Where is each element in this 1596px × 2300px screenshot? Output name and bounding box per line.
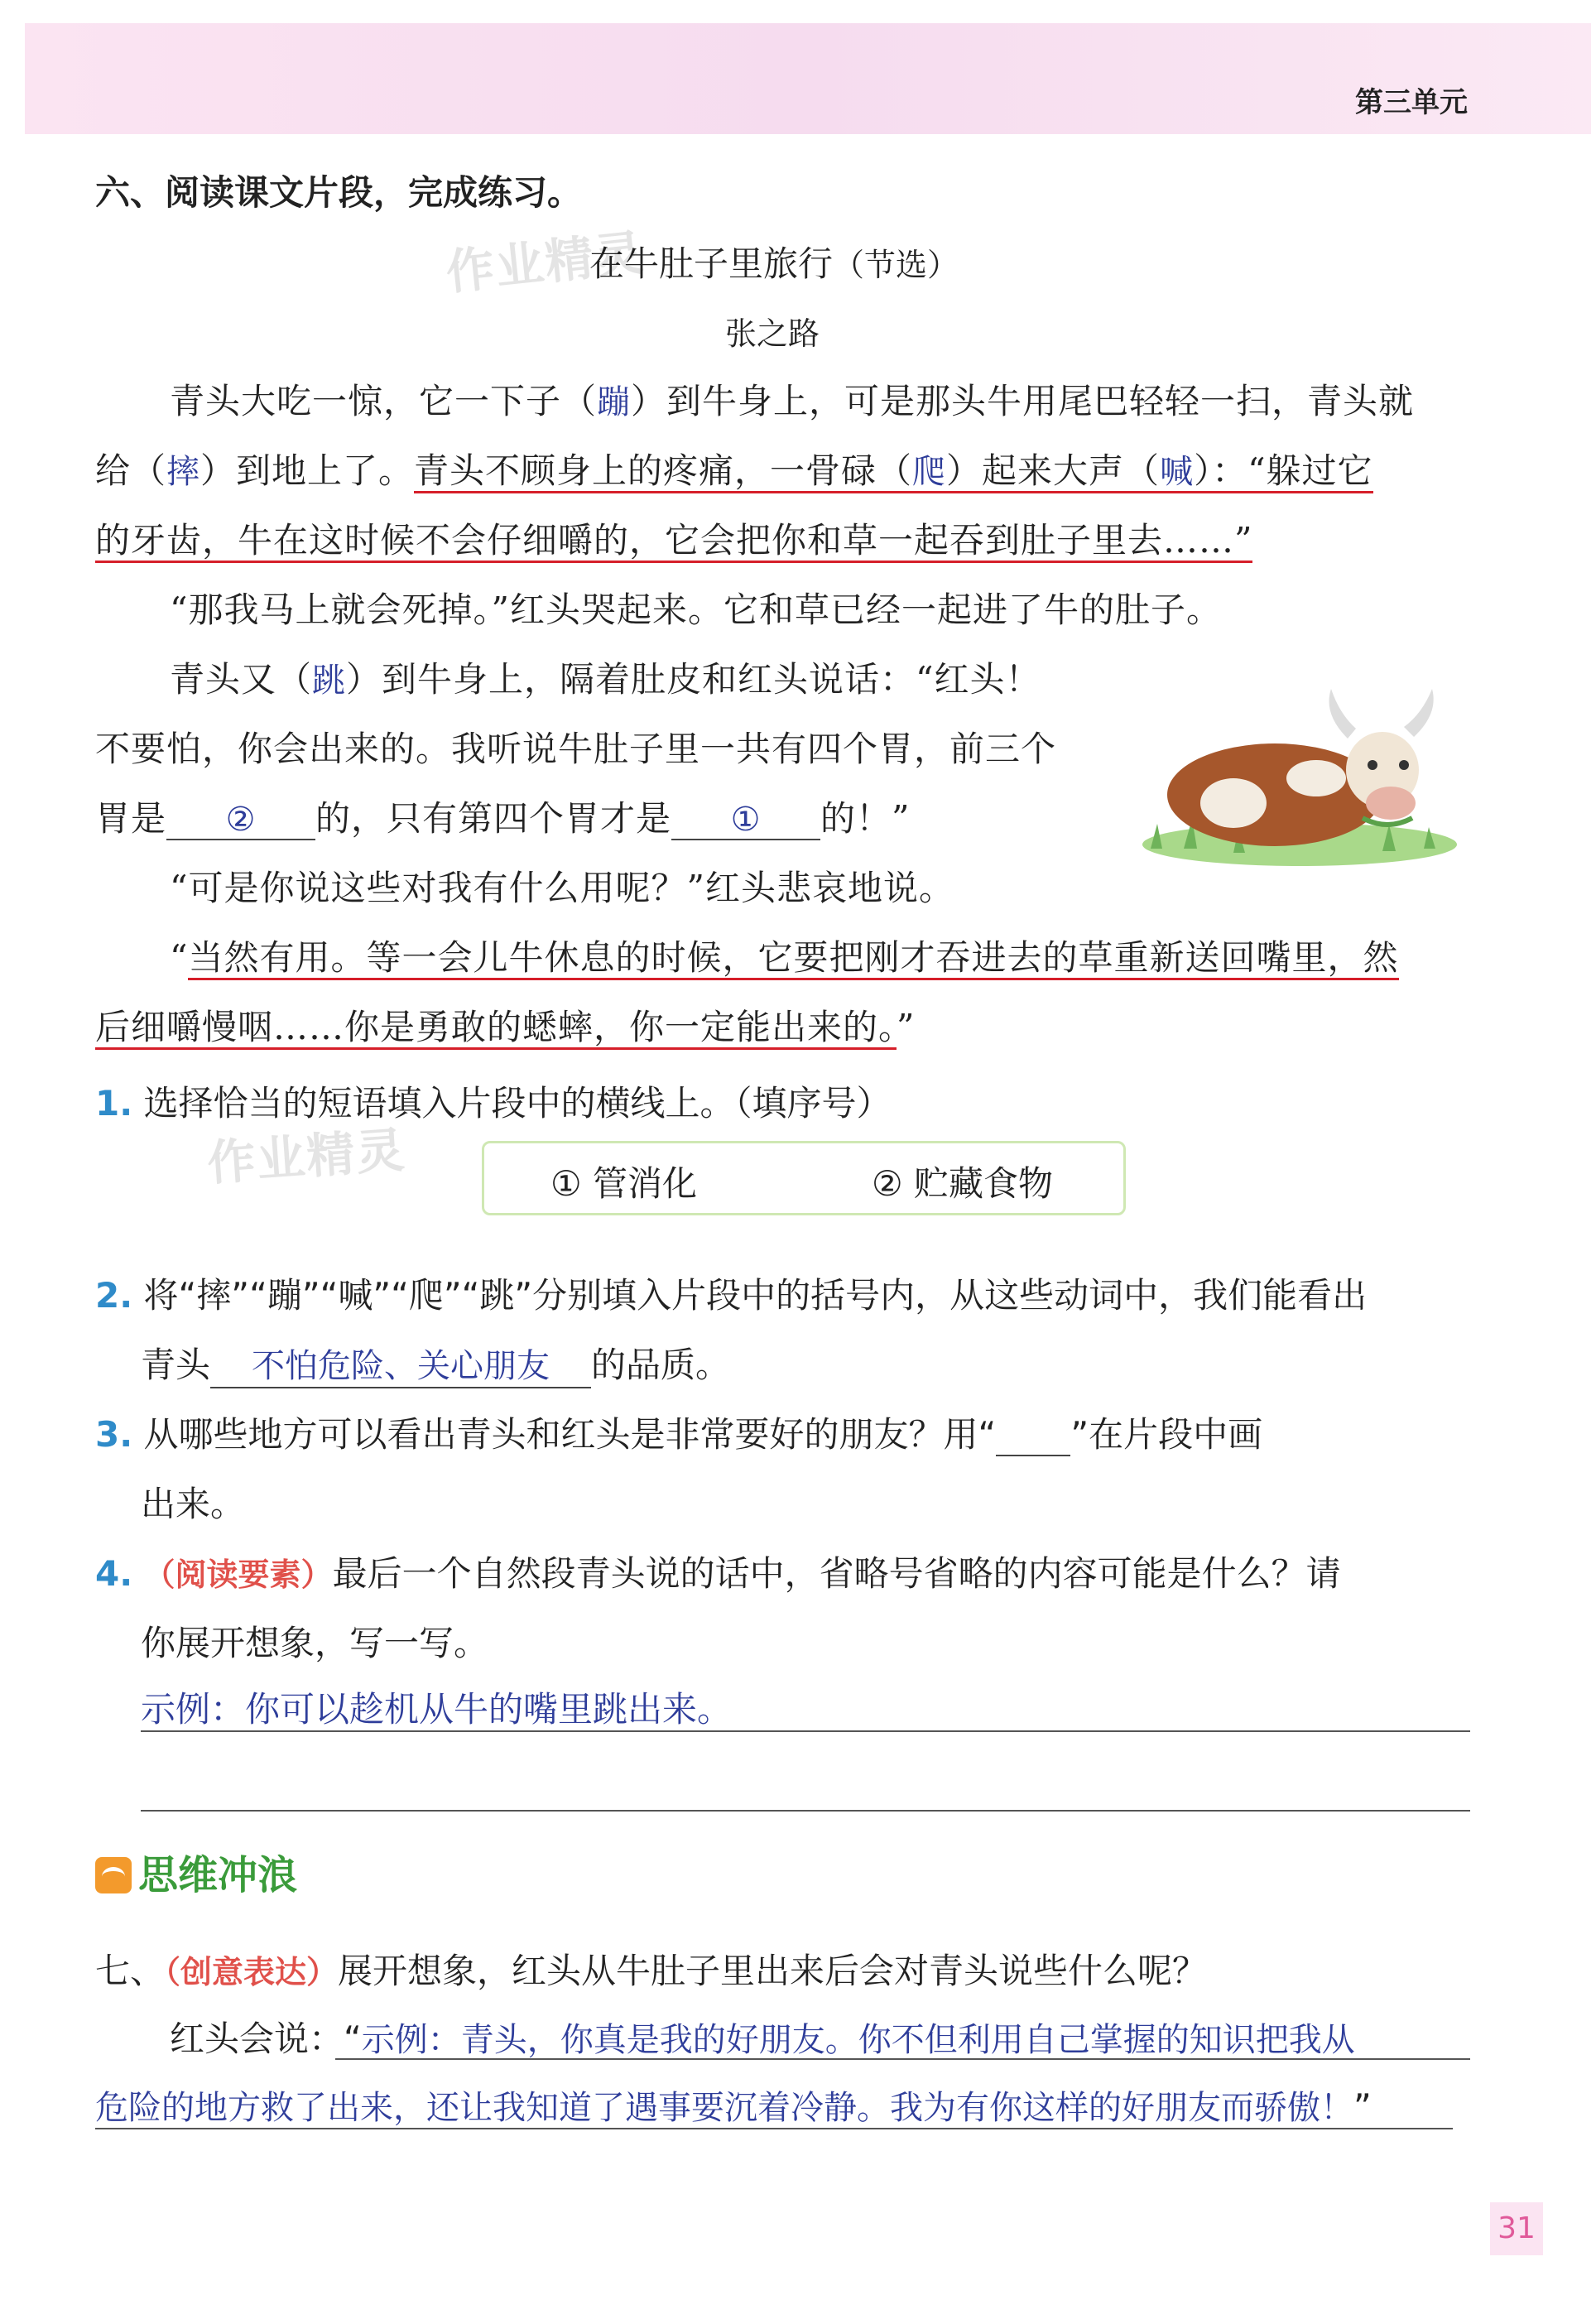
title-note: （节选） [833, 247, 959, 283]
option-1: ① 管消化 [550, 1163, 698, 1204]
text: 青头又（ [170, 659, 313, 700]
text: 的，只有第四个胃才是 [315, 798, 672, 839]
red-underline-3: 当然有用。等一会儿牛休息的时候，它要把刚才吞进去的草重新送回嘴里，然 [188, 937, 1398, 980]
unit-label: 第三单元 [1355, 86, 1468, 119]
text: ）到牛身上，可是那头牛用尾巴轻轻一扫，青头就 [631, 381, 1415, 421]
question-number: 3. [95, 1414, 133, 1455]
text: 青头 [141, 1345, 211, 1385]
passage-title [589, 237, 959, 286]
text: ）：“躲过它 [1194, 450, 1373, 491]
passage-line-5 [170, 652, 1041, 702]
question-number: 4. [95, 1553, 133, 1594]
text: 七、 [95, 1951, 166, 1991]
question-4-line-2: 你展开想象，写一写。 [141, 1623, 489, 1663]
passage-line-6: 不要怕，你会出来的。我听说牛肚子里一共有四个胃，前三个 [95, 729, 1057, 769]
answer-han: 喊 [1160, 453, 1195, 491]
answer-beng: 蹦 [597, 383, 632, 421]
question-4 [95, 1547, 1341, 1596]
text: 将“摔”“蹦”“喊”“爬”“跳”分别填入片段中的括号内，从这些动词中，我们能看出 [143, 1275, 1368, 1316]
text: 最后一个自然段青头说的话中，省略号省略的内容可能是什么？请 [332, 1553, 1341, 1594]
question-number: 2. [95, 1275, 133, 1316]
creative-tag: （创意表达） [165, 1954, 339, 1990]
title-text: 在牛肚子里旅行 [589, 243, 834, 284]
question-1 [95, 1076, 892, 1126]
passage-line-8: “可是你说这些对我有什么用呢？”红头悲哀地说。 [170, 868, 954, 908]
passage-line-10 [95, 1000, 916, 1050]
answer-pa: 爬 [912, 453, 947, 491]
text: 展开想象，红头从牛肚子里出来后会对青头说些什么呢？ [338, 1951, 1208, 1991]
red-underline-4: 后细嚼慢咽……你是勇敢的蟋蟀，你一定能出来的。 [95, 1007, 897, 1050]
passage-line-9 [170, 931, 1399, 980]
answer-shuai: 摔 [166, 453, 201, 491]
text: ）起来大声（ [946, 450, 1161, 491]
text: ）到牛身上，隔着肚皮和红头说话：“红头！ [346, 659, 1041, 700]
text: ” [897, 1007, 916, 1047]
text: “ [170, 937, 189, 978]
passage-line-2 [95, 444, 1373, 493]
section-think-heading [95, 1843, 297, 1900]
question-2 [95, 1268, 1367, 1318]
answer-line-2: 危险的地方救了出来，还让我知道了遇事要沉着冷静。我为有你这样的好朋友而骄傲！ [95, 2089, 1353, 2127]
text: 红头会说：“ [170, 2019, 362, 2059]
underline-sample [996, 1414, 1070, 1456]
answer-line-1: 示例：青头，你真是我的好朋友。你不但利用自己掌握的知识把我从 [361, 2021, 1355, 2059]
options-box [482, 1141, 1126, 1215]
passage-line-3 [95, 513, 1252, 563]
option-2: ② 贮藏食物 [872, 1163, 1054, 1204]
watermark-2: 作业精灵 [205, 1121, 408, 1192]
page-number: 31 [1490, 2202, 1543, 2255]
text: 的！” [820, 798, 911, 839]
writing-line-4 [95, 2128, 1453, 2129]
watermark-1: 作业精灵 [443, 224, 647, 301]
text: ”在片段中画 [1070, 1414, 1263, 1455]
section-7-line-2 [95, 2081, 1372, 2129]
text: ” [1353, 2086, 1372, 2127]
passage-author: 张之路 [725, 315, 820, 352]
reading-tag: （阅读要素） [143, 1557, 333, 1593]
question-2-line-2 [141, 1338, 730, 1388]
text: 选择恰当的短语填入片段中的横线上。（填序号） [143, 1083, 892, 1124]
section-title: 思维冲浪 [138, 1852, 298, 1898]
text: 胃是 [95, 798, 167, 839]
passage-line-7 [95, 792, 911, 841]
q2-answer: 不怕危险、关心朋友 [210, 1340, 591, 1388]
question-3-line-2: 出来。 [141, 1484, 246, 1524]
text: 从哪些地方可以看出青头和红头是非常要好的朋友？用“ [143, 1414, 997, 1455]
red-underline-2: 的牙齿，牛在这时候不会仔细嚼的，它会把你和草一起吞到肚子里去……” [95, 520, 1252, 563]
text: ）到地上了。 [200, 450, 415, 491]
text: 青头不顾身上的疼痛，一骨碌（ [414, 450, 913, 491]
passage-line-1 [170, 374, 1414, 424]
cow-illustration [1134, 679, 1465, 869]
question-3 [95, 1407, 1262, 1457]
blank-1-answer: ② [166, 801, 315, 840]
red-underline-1 [414, 450, 1373, 493]
writing-line-3 [335, 2058, 1470, 2060]
question-number: 1. [95, 1083, 133, 1124]
section-6-heading: 六、阅读课文片段，完成练习。 [95, 172, 583, 213]
wave-icon [95, 1857, 132, 1893]
section-7-line-1 [170, 2012, 1355, 2062]
writing-line-2 [141, 1810, 1470, 1812]
q4-answer: 示例：你可以趁机从牛的嘴里跳出来。 [141, 1689, 733, 1730]
passage-line-4: “那我马上就会死掉。”红头哭起来。它和草已经一起进了牛的肚子。 [170, 589, 1222, 630]
text: 青头大吃一惊，它一下子（ [170, 381, 598, 421]
blank-2-answer: ① [671, 801, 820, 840]
writing-line-1 [141, 1730, 1470, 1732]
text: 给（ [95, 450, 167, 491]
section-7-heading [95, 1944, 1207, 1994]
answer-tiao: 跳 [312, 662, 347, 700]
text: 的品质。 [591, 1345, 731, 1385]
